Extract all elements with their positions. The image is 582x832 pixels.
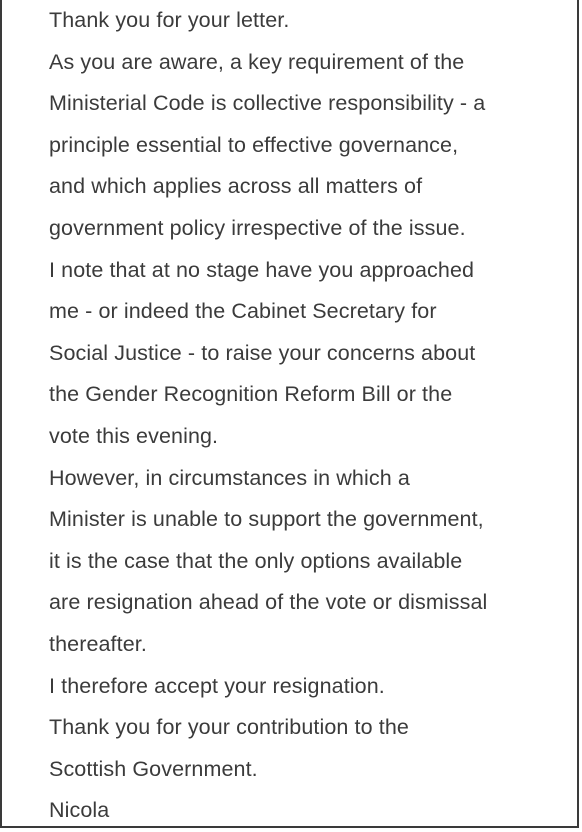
paragraph-no-approach: I note that at no stage have you approached me - or indeed the Cabinet Secretary for Social Justice - to raise your concerns about the Gender Recognition Reform Bill or the vote this evening. — [49, 257, 476, 448]
paragraph-accept-resignation: I therefore accept your resignation. — [49, 673, 385, 698]
paragraph-thanks: Thank you for your contribution to the Scottish Government. — [49, 715, 409, 781]
letter-body — [49, 0, 569, 828]
paragraph-ministerial-code: As you are aware, a key requirement of the Ministerial Code is collective responsibility - a principle essential to effective governance, and which applies across all matters of government policy irrespective of the issue. — [49, 49, 486, 240]
signature: Nicola — [49, 798, 110, 823]
paragraph-options: However, in circumstances in which a Minister is unable to support the government, it is the case that the only options available are resignation ahead of the vote or dismissal thereafter. — [49, 465, 488, 656]
paragraph-greeting: Thank you for your letter. — [49, 8, 290, 32]
